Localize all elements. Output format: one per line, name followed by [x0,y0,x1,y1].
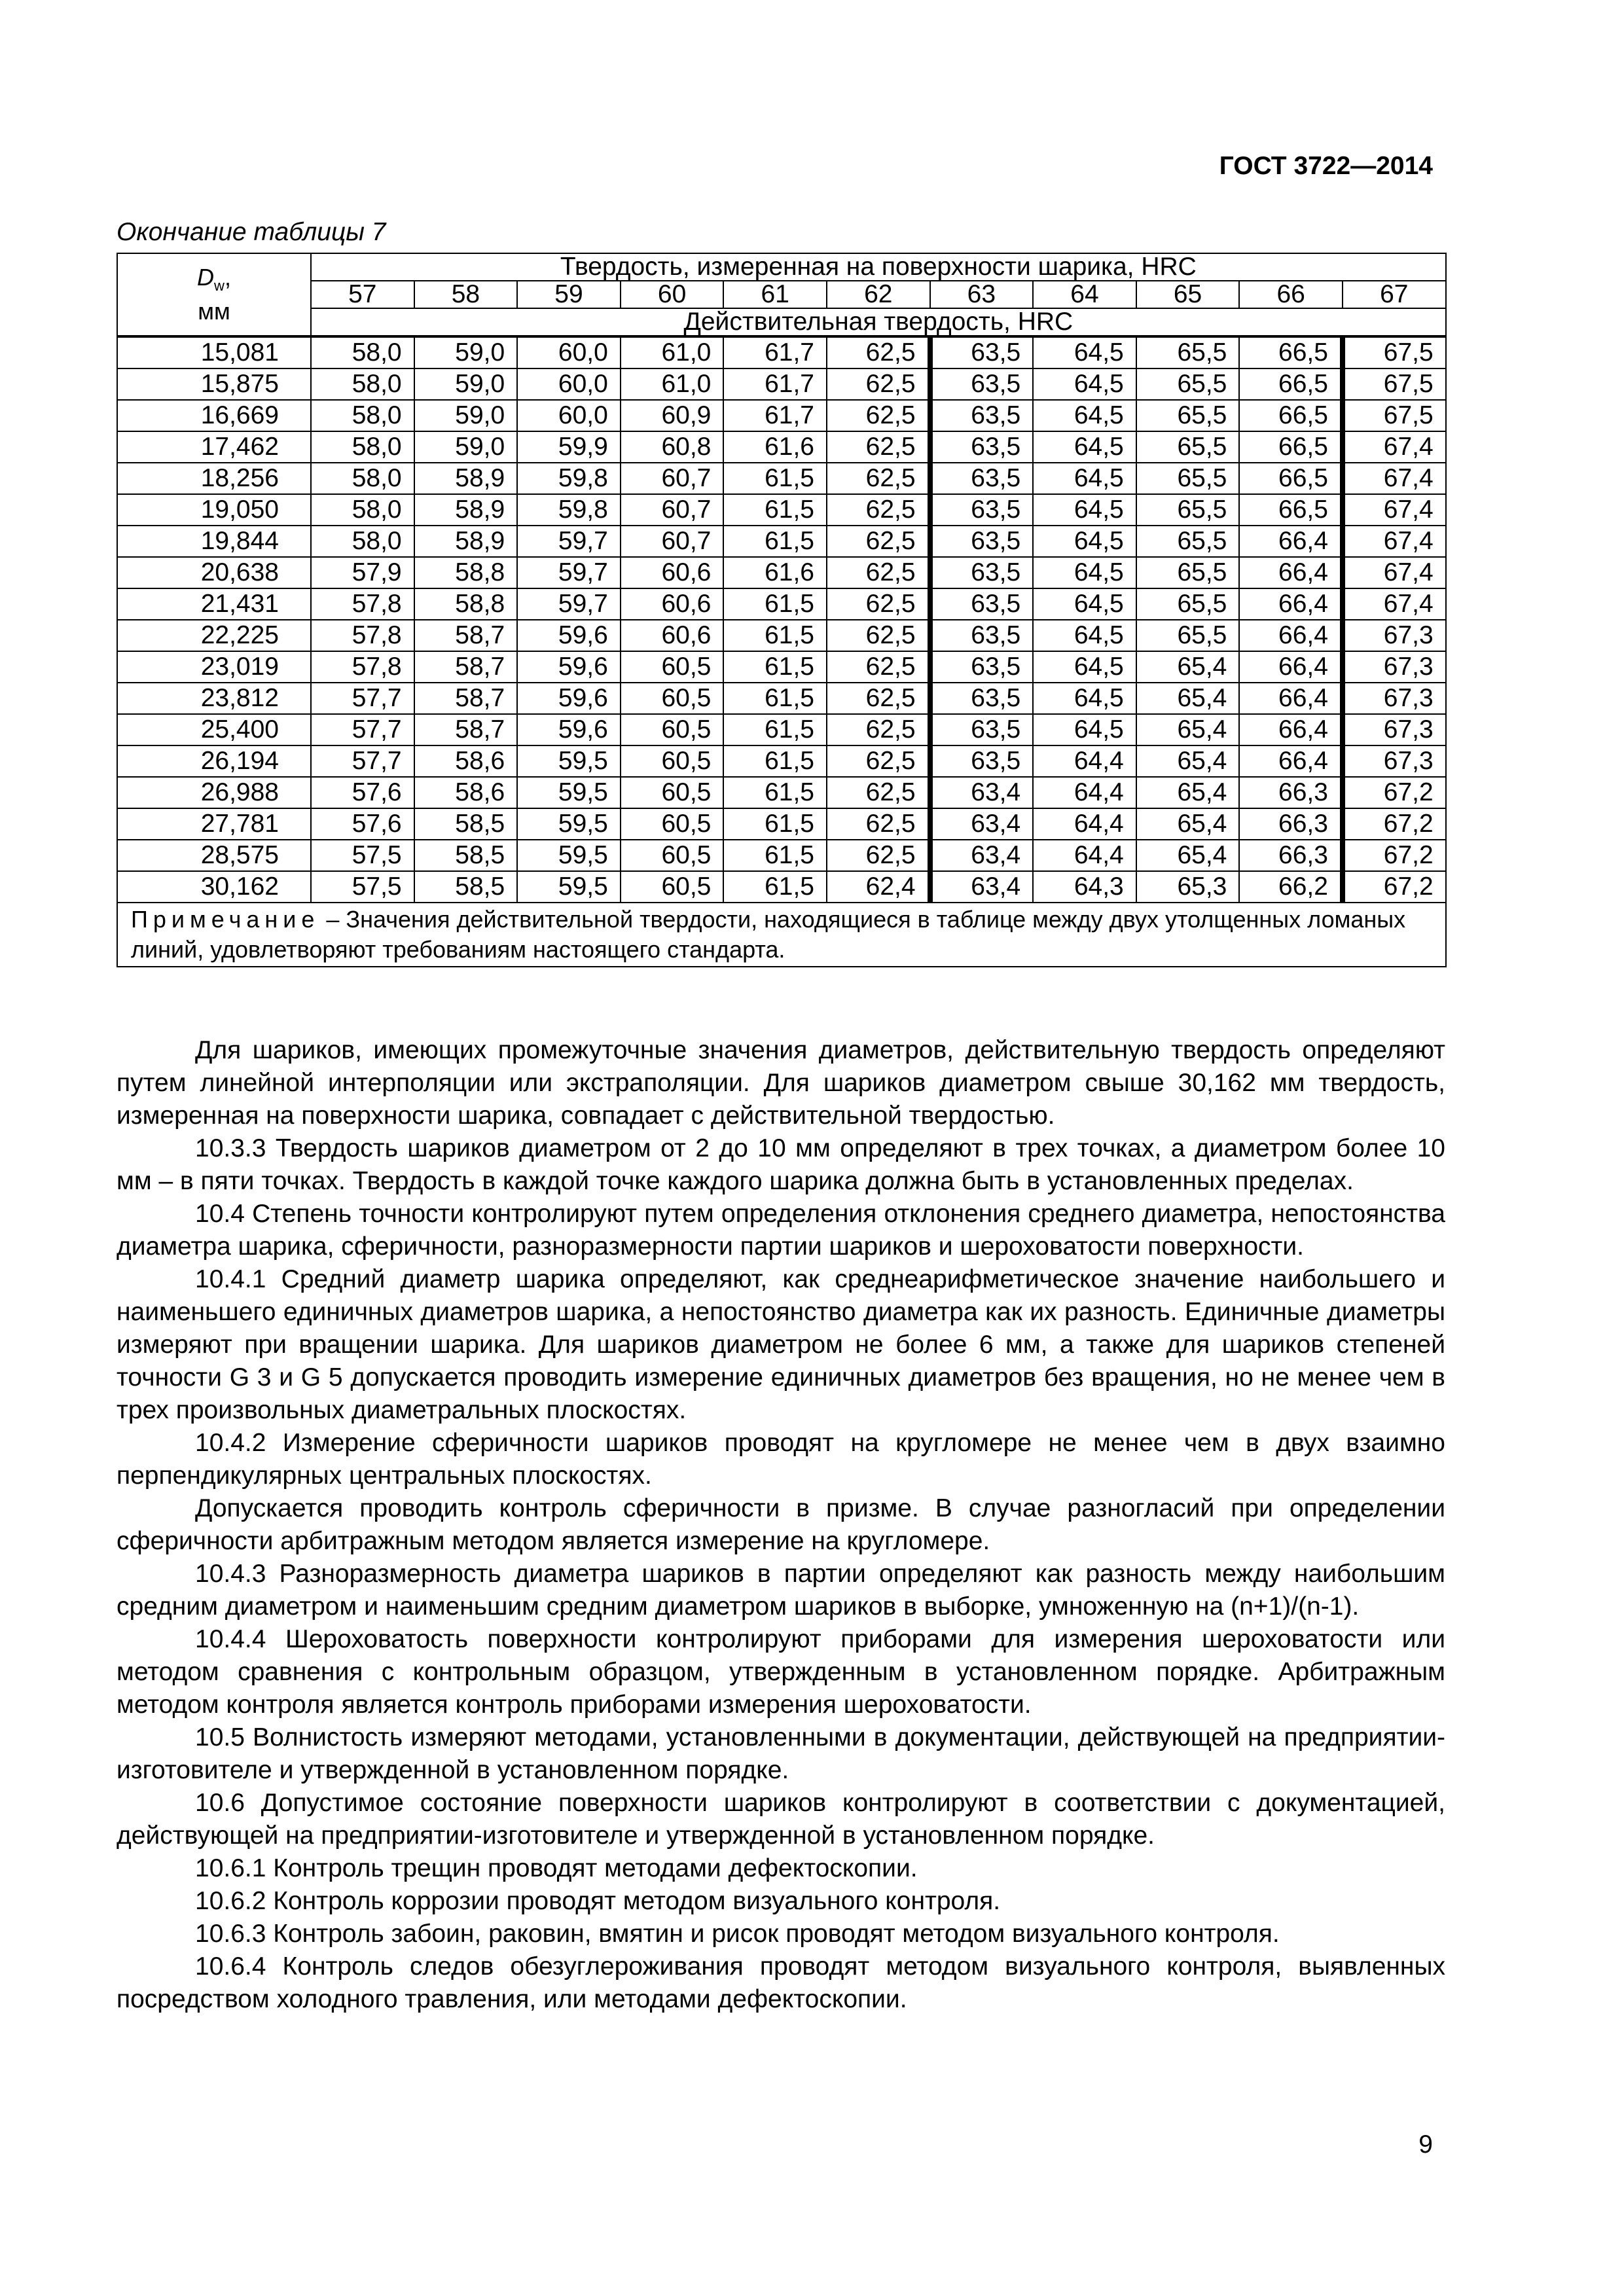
diameter-cell: 25,400 [117,714,311,745]
hardness-cell: 61,5 [723,620,827,651]
hardness-cell: 64,5 [1033,400,1136,431]
paragraph: 10.6.4 Контроль следов обезуглероживания проводят методом визуального контроля, выявленных посредством холодного травления, или методами дефектоскопии. [117,1952,1445,2013]
hardness-cell: 65,4 [1136,714,1240,745]
diameter-cell: 18,256 [117,463,311,494]
hardness-cell: 65,5 [1136,336,1240,368]
hardness-cell: 67,3 [1343,620,1446,651]
hardness-cell: 62,5 [827,431,930,463]
hardness-cell: 60,5 [621,840,724,871]
hardness-cell: 67,5 [1343,400,1446,431]
hardness-cell: 61,0 [621,368,724,400]
hardness-cell: 57,5 [311,871,414,903]
hardness-cell: 65,4 [1136,777,1240,808]
hardness-cell: 60,8 [621,431,724,463]
hardness-cell: 66,4 [1239,651,1343,683]
paragraph: 10.4 Степень точности контролируют путем определения отклонения среднего диаметра, непостоянства диаметра шарика, сферичности, разноразмерности партии шариков и шероховатости поверхности. [117,1200,1445,1261]
diameter-cell: 15,875 [117,368,311,400]
hardness-cell: 59,5 [517,840,621,871]
hardness-cell: 59,0 [414,368,518,400]
hardness-cell: 64,4 [1033,808,1136,840]
hardness-cell: 58,0 [311,463,414,494]
hardness-cell: 67,2 [1343,808,1446,840]
hardness-cell: 59,6 [517,714,621,745]
hardness-cell: 58,8 [414,588,518,620]
hardness-cell: 60,5 [621,808,724,840]
hardness-cell: 64,5 [1033,683,1136,714]
hardness-cell: 67,4 [1343,431,1446,463]
hardness-cell: 61,5 [723,714,827,745]
hardness-cell: 64,5 [1033,714,1136,745]
measured-value-header: 62 [827,281,930,308]
hardness-cell: 61,7 [723,368,827,400]
hardness-cell: 63,5 [930,714,1034,745]
hardness-cell: 64,5 [1033,494,1136,526]
measured-value-header: 61 [723,281,827,308]
hardness-cell: 61,5 [723,745,827,777]
hardness-cell: 62,5 [827,777,930,808]
hardness-cell: 62,5 [827,745,930,777]
hardness-cell: 64,4 [1033,840,1136,871]
hardness-cell: 62,5 [827,588,930,620]
hardness-cell: 61,5 [723,683,827,714]
measured-value-header: 60 [621,281,724,308]
hardness-cell: 62,5 [827,463,930,494]
hardness-cell: 62,5 [827,368,930,400]
diameter-cell: 30,162 [117,871,311,903]
table-row [117,463,1446,494]
hardness-cell: 59,5 [517,777,621,808]
hardness-cell: 67,5 [1343,336,1446,368]
diameter-cell: 17,462 [117,431,311,463]
hardness-cell: 60,7 [621,526,724,557]
hardness-cell: 60,5 [621,745,724,777]
hardness-cell: 65,4 [1136,745,1240,777]
hardness-cell: 59,7 [517,557,621,588]
hardness-cell: 59,7 [517,588,621,620]
hardness-cell: 60,5 [621,683,724,714]
measured-hardness-title: Твердость, измеренная на поверхности шарика, HRC [311,253,1446,281]
hardness-cell: 67,3 [1343,651,1446,683]
hardness-cell: 58,0 [311,431,414,463]
hardness-cell: 59,5 [517,745,621,777]
hardness-cell: 64,5 [1033,526,1136,557]
hardness-cell: 59,0 [414,431,518,463]
hardness-cell: 57,7 [311,714,414,745]
hardness-cell: 62,5 [827,620,930,651]
hardness-cell: 67,3 [1343,745,1446,777]
table-row [117,557,1446,588]
hardness-cell: 67,4 [1343,494,1446,526]
hardness-cell: 61,5 [723,526,827,557]
hardness-cell: 59,7 [517,526,621,557]
hardness-cell: 65,4 [1136,808,1240,840]
hardness-cell: 67,4 [1343,557,1446,588]
hardness-cell: 63,5 [930,463,1034,494]
hardness-cell: 64,5 [1033,588,1136,620]
hardness-cell: 62,5 [827,808,930,840]
paragraph: 10.5 Волнистость измеряют методами, установленными в документации, действующей на предприятии-изготовителе и утвержденной в установленном порядке. [117,1723,1445,1784]
hardness-cell: 57,5 [311,840,414,871]
paragraph: 10.4.3 Разноразмерность диаметра шариков в партии определяют как разность между наибольшим средним диаметром и наименьшим средним диаметром шариков в выборке, умноженную на (n+1)/(n-1). [117,1560,1445,1621]
table-row [117,588,1446,620]
hardness-cell: 58,0 [311,336,414,368]
measured-value-header: 63 [930,281,1034,308]
hardness-cell: 64,5 [1033,651,1136,683]
hardness-cell: 62,5 [827,336,930,368]
table-row [117,431,1446,463]
hardness-cell: 66,3 [1239,777,1343,808]
hardness-cell: 57,6 [311,777,414,808]
hardness-cell: 62,5 [827,494,930,526]
measured-value-header: 59 [517,281,621,308]
hardness-cell: 58,5 [414,871,518,903]
hardness-cell: 65,5 [1136,431,1240,463]
paragraph: 10.6.2 Контроль коррозии проводят методом визуального контроля. [195,1887,1001,1915]
hardness-cell: 66,3 [1239,808,1343,840]
hardness-cell: 61,5 [723,840,827,871]
hardness-table [117,253,1447,967]
page-number: 9 [1418,2130,1433,2159]
diameter-cell: 23,019 [117,651,311,683]
hardness-cell: 67,5 [1343,368,1446,400]
hardness-cell: 58,0 [311,526,414,557]
hardness-cell: 62,5 [827,400,930,431]
hardness-cell: 66,4 [1239,620,1343,651]
hardness-cell: 57,8 [311,620,414,651]
paragraph: 10.3.3 Твердость шариков диаметром от 2 до 10 мм определяют в трех точках, а диаметром более 10 мм – в пяти точках. Твердость в каждой точке каждого шарика должна быть в установленных пределах. [117,1134,1445,1195]
hardness-cell: 65,5 [1136,400,1240,431]
paragraph: Для шариков, имеющих промежуточные значения диаметров, действительную твердость определяют путем линейной интерполяции или экстраполяции. Для шариков диаметром свыше 30,162 мм твердость, измеренная на поверхности шарика, совпадает с действительной твердостью. [117,1036,1445,1130]
diameter-cell: 19,844 [117,526,311,557]
hardness-cell: 64,5 [1033,336,1136,368]
hardness-cell: 58,0 [311,494,414,526]
hardness-cell: 66,5 [1239,431,1343,463]
hardness-cell: 66,4 [1239,683,1343,714]
paragraph: 10.6.1 Контроль трещин проводят методами дефектоскопии. [195,1854,918,1882]
hardness-cell: 57,7 [311,745,414,777]
hardness-cell: 66,4 [1239,588,1343,620]
hardness-cell: 59,6 [517,651,621,683]
measured-value-header: 64 [1033,281,1136,308]
hardness-cell: 65,4 [1136,683,1240,714]
note-label: Примечание [131,906,320,933]
hardness-cell: 63,5 [930,494,1034,526]
hardness-cell: 58,0 [311,368,414,400]
hardness-cell: 67,3 [1343,714,1446,745]
hardness-cell: 62,5 [827,683,930,714]
hardness-cell: 63,5 [930,745,1034,777]
hardness-cell: 61,5 [723,463,827,494]
hardness-cell: 60,7 [621,463,724,494]
hardness-cell: 60,7 [621,494,724,526]
hardness-cell: 58,7 [414,683,518,714]
note-text: – Значения действительной твердости, находящиеся в таблице между двух утолщенных ломаных линий, удовлетворяют требованиям настоящего стандарта. [131,906,1406,963]
hardness-cell: 63,5 [930,400,1034,431]
table-row [117,777,1446,808]
hardness-cell: 63,4 [930,840,1034,871]
diameter-cell: 19,050 [117,494,311,526]
hardness-cell: 60,6 [621,557,724,588]
hardness-cell: 59,8 [517,463,621,494]
dw-comma: , [224,264,231,291]
hardness-cell: 64,5 [1033,620,1136,651]
hardness-cell: 61,7 [723,336,827,368]
hardness-cell: 66,3 [1239,840,1343,871]
hardness-cell: 57,9 [311,557,414,588]
hardness-cell: 63,5 [930,620,1034,651]
hardness-cell: 66,2 [1239,871,1343,903]
hardness-cell: 66,4 [1239,526,1343,557]
hardness-cell: 58,9 [414,526,518,557]
hardness-cell: 67,2 [1343,840,1446,871]
standard-number: ГОСТ 3722—2014 [1219,152,1433,180]
hardness-cell: 65,5 [1136,526,1240,557]
paragraph: 10.4.2 Измерение сферичности шариков проводят на кругломере не менее чем в двух взаимно перпендикулярных центральных плоскостях. [117,1429,1445,1490]
hardness-cell: 67,4 [1343,526,1446,557]
hardness-cell: 58,5 [414,808,518,840]
body-text [117,1034,1445,2016]
hardness-cell: 58,0 [311,400,414,431]
diameter-cell: 16,669 [117,400,311,431]
hardness-cell: 66,4 [1239,745,1343,777]
hardness-cell: 59,8 [517,494,621,526]
hardness-cell: 67,4 [1343,588,1446,620]
diameter-cell: 21,431 [117,588,311,620]
table-row [117,336,1446,368]
hardness-cell: 66,5 [1239,368,1343,400]
hardness-cell: 65,5 [1136,588,1240,620]
hardness-cell: 60,9 [621,400,724,431]
table-row [117,745,1446,777]
diameter-cell: 23,812 [117,683,311,714]
hardness-cell: 66,5 [1239,463,1343,494]
hardness-cell: 62,5 [827,840,930,871]
hardness-cell: 58,7 [414,651,518,683]
hardness-cell: 66,5 [1239,494,1343,526]
hardness-cell: 64,5 [1033,463,1136,494]
hardness-cell: 65,4 [1136,840,1240,871]
table-row [117,714,1446,745]
hardness-cell: 60,5 [621,777,724,808]
table-row [117,840,1446,871]
dw-subscript: w [214,278,225,295]
hardness-cell: 66,5 [1239,400,1343,431]
hardness-cell: 62,5 [827,526,930,557]
table-row [117,400,1446,431]
hardness-cell: 61,5 [723,588,827,620]
hardness-cell: 64,4 [1033,745,1136,777]
hardness-cell: 58,7 [414,714,518,745]
measured-value-header: 67 [1343,281,1446,308]
measured-value-header: 65 [1136,281,1240,308]
hardness-cell: 58,6 [414,745,518,777]
hardness-cell: 57,8 [311,651,414,683]
hardness-cell: 59,6 [517,683,621,714]
hardness-cell: 59,5 [517,871,621,903]
hardness-cell: 62,4 [827,871,930,903]
hardness-cell: 65,5 [1136,557,1240,588]
hardness-cell: 61,5 [723,651,827,683]
hardness-cell: 63,5 [930,651,1034,683]
dw-symbol: D [197,264,215,291]
hardness-cell: 59,5 [517,808,621,840]
hardness-cell: 66,4 [1239,714,1343,745]
hardness-cell: 65,5 [1136,368,1240,400]
hardness-cell: 67,4 [1343,463,1446,494]
hardness-cell: 60,5 [621,714,724,745]
hardness-cell: 64,5 [1033,557,1136,588]
hardness-cell: 65,5 [1136,494,1240,526]
hardness-cell: 58,5 [414,840,518,871]
hardness-cell: 57,6 [311,808,414,840]
hardness-cell: 63,4 [930,808,1034,840]
table-row [117,494,1446,526]
hardness-cell: 60,5 [621,871,724,903]
hardness-cell: 63,4 [930,777,1034,808]
diameter-cell: 20,638 [117,557,311,588]
hardness-cell: 59,0 [414,336,518,368]
hardness-cell: 64,4 [1033,777,1136,808]
hardness-cell: 58,9 [414,463,518,494]
hardness-cell: 63,5 [930,336,1034,368]
hardness-cell: 65,5 [1136,463,1240,494]
hardness-cell: 58,8 [414,557,518,588]
hardness-cell: 60,5 [621,651,724,683]
hardness-cell: 60,6 [621,588,724,620]
hardness-cell: 58,7 [414,620,518,651]
actual-hardness-title: Действительная твердость, HRC [311,308,1446,336]
hardness-cell: 63,5 [930,588,1034,620]
hardness-cell: 64,5 [1033,431,1136,463]
paragraph: 10.6.3 Контроль забоин, раковин, вмятин и рисок проводят методом визуального контроля. [195,1920,1280,1948]
hardness-cell: 58,9 [414,494,518,526]
measured-value-header: 57 [311,281,414,308]
table-row [117,368,1446,400]
hardness-cell: 64,5 [1033,368,1136,400]
hardness-cell: 60,6 [621,620,724,651]
hardness-cell: 60,0 [517,336,621,368]
dw-header-cell [117,253,311,336]
table-row [117,651,1446,683]
hardness-cell: 61,5 [723,808,827,840]
hardness-cell: 63,4 [930,871,1034,903]
table-row [117,683,1446,714]
hardness-cell: 60,0 [517,400,621,431]
table-row [117,871,1446,903]
table-note [117,903,1446,967]
table-row [117,808,1446,840]
paragraph: 10.6 Допустимое состояние поверхности шариков контролируют в соответствии с документацией, действующей на предприятии-изготовителе и утвержденной в установленном порядке. [117,1789,1445,1850]
hardness-cell: 61,0 [621,336,724,368]
hardness-cell: 63,5 [930,683,1034,714]
hardness-cell: 64,3 [1033,871,1136,903]
table-caption: Окончание таблицы 7 [117,218,386,246]
diameter-cell: 28,575 [117,840,311,871]
diameter-cell: 27,781 [117,808,311,840]
hardness-cell: 63,5 [930,368,1034,400]
hardness-cell: 65,3 [1136,871,1240,903]
hardness-cell: 67,3 [1343,683,1446,714]
diameter-cell: 26,194 [117,745,311,777]
hardness-cell: 59,9 [517,431,621,463]
hardness-cell: 57,8 [311,588,414,620]
hardness-cell: 62,5 [827,714,930,745]
paragraph: 10.4.4 Шероховатость поверхности контролируют приборами для измерения шероховатости или методом сравнения с контрольным образцом, утвержденным в установленном порядке. Арбитражным методом контроля является контроль приборами измерения шероховатости. [117,1625,1445,1719]
hardness-cell: 67,2 [1343,871,1446,903]
hardness-cell: 63,5 [930,431,1034,463]
table-row [117,526,1446,557]
hardness-cell: 58,6 [414,777,518,808]
paragraph: 10.4.1 Средний диаметр шарика определяют, как среднеарифметическое значение наибольшего и наименьшего единичных диаметров шарика, а непостоянство диаметра как их разность. Единичные диаметры измеряют при вращении шарика. Для шариков диаметром не более 6 мм, а также для шариков степеней точности G 3 и G 5 допускается проводить измерение единичных диаметров без вращения, но не менее чем в трех произвольных диаметральных плоскостях. [117,1265,1445,1424]
hardness-cell: 61,6 [723,431,827,463]
diameter-cell: 22,225 [117,620,311,651]
measured-value-header: 66 [1239,281,1343,308]
hardness-cell: 65,4 [1136,651,1240,683]
hardness-cell: 59,6 [517,620,621,651]
hardness-cell: 66,5 [1239,336,1343,368]
hardness-cell: 61,5 [723,777,827,808]
hardness-cell: 61,5 [723,494,827,526]
table-row [117,620,1446,651]
hardness-cell: 57,7 [311,683,414,714]
hardness-cell: 61,7 [723,400,827,431]
hardness-cell: 61,6 [723,557,827,588]
paragraph: Допускается проводить контроль сферичности в призме. В случае разногласий при определении сферичности арбитражным методом является измерение на кругломере. [117,1494,1445,1555]
dw-unit: мм [198,297,230,325]
hardness-cell: 67,2 [1343,777,1446,808]
hardness-cell: 63,5 [930,526,1034,557]
hardness-cell: 60,0 [517,368,621,400]
hardness-cell: 62,5 [827,557,930,588]
diameter-cell: 15,081 [117,336,311,368]
hardness-cell: 61,5 [723,871,827,903]
hardness-cell: 63,5 [930,557,1034,588]
hardness-cell: 66,4 [1239,557,1343,588]
hardness-cell: 59,0 [414,400,518,431]
diameter-cell: 26,988 [117,777,311,808]
measured-value-header: 58 [414,281,518,308]
hardness-cell: 65,5 [1136,620,1240,651]
hardness-cell: 62,5 [827,651,930,683]
